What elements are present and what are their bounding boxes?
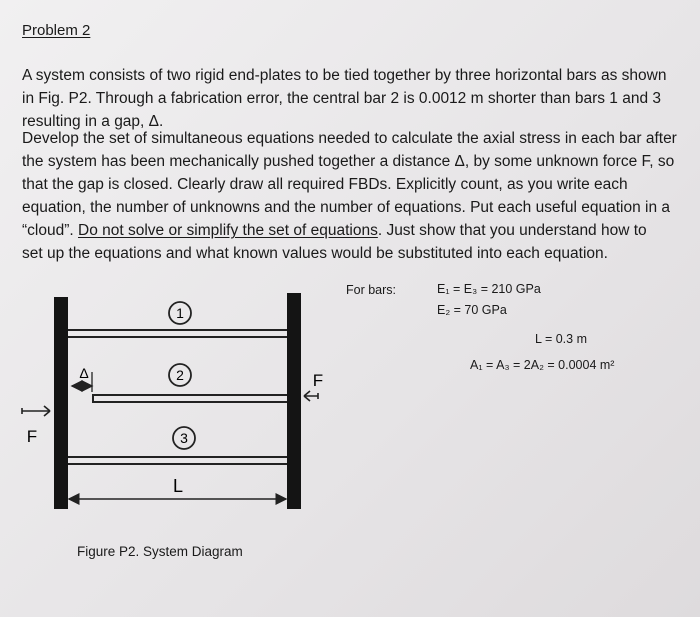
svg-text:1: 1: [176, 305, 184, 321]
svg-text:2: 2: [176, 367, 184, 383]
force-label-left: F: [26, 427, 38, 446]
task-line: equation, the number of unknowns and the number of equations. Put each useful equation in a: [22, 199, 671, 216]
task-line-end: . Just show that you understand how to: [377, 222, 647, 239]
givens-label: For bars:: [346, 283, 397, 297]
area-value: A₁ = A₃ = 2A₂ = 0.0004 m²: [470, 358, 615, 372]
bar-3: [68, 457, 287, 464]
task-line: set up the equations and what known values would be substituted into each equation.: [22, 245, 608, 262]
gap-label: Δ: [79, 365, 89, 381]
bar-2-label: [169, 364, 191, 386]
force-label-right: F: [312, 371, 324, 390]
task-warning-underlined: Do not solve or simplify the set of equations: [78, 222, 378, 239]
length-dimension: [69, 476, 286, 499]
task-line-start: “cloud”.: [22, 222, 78, 239]
bar-1: [68, 330, 287, 337]
description-line: resulting in a gap, Δ.: [22, 113, 164, 130]
figure-caption: Figure P2. System Diagram: [77, 544, 243, 559]
svg-text:3: 3: [180, 430, 188, 446]
left-end-plate: [54, 297, 68, 509]
right-end-plate: [287, 293, 301, 509]
bar-1-label: [169, 302, 191, 324]
length-value: L = 0.3 m: [535, 332, 587, 346]
force-arrow-left: [22, 406, 50, 446]
gap-dimension: [72, 365, 92, 392]
modulus-line-1: E₁ = E₃ = 210 GPa: [437, 282, 541, 296]
problem-title: Problem 2: [22, 22, 91, 39]
description-line: A system consists of two rigid end-plates to be tied together by three horizontal bars as shown: [22, 67, 667, 84]
bar-2: [93, 394, 287, 403]
task-line: Develop the set of simultaneous equations needed to calculate the axial stress in each bar after: [22, 130, 677, 147]
bar-3-label: [173, 427, 195, 449]
force-arrow-right: [304, 371, 323, 401]
task-line: that the gap is closed. Clearly draw all required FBDs. Explicitly count, as you write each: [22, 176, 628, 193]
length-label: L: [172, 476, 184, 496]
description-line: in Fig. P2. Through a fabrication error, the central bar 2 is 0.0012 m shorter than bars 1 and 3: [22, 90, 662, 107]
task-line: the system has been mechanically pushed together a distance Δ, by some unknown force F, so: [22, 153, 675, 170]
modulus-line-2: E₂ = 70 GPa: [437, 303, 507, 317]
